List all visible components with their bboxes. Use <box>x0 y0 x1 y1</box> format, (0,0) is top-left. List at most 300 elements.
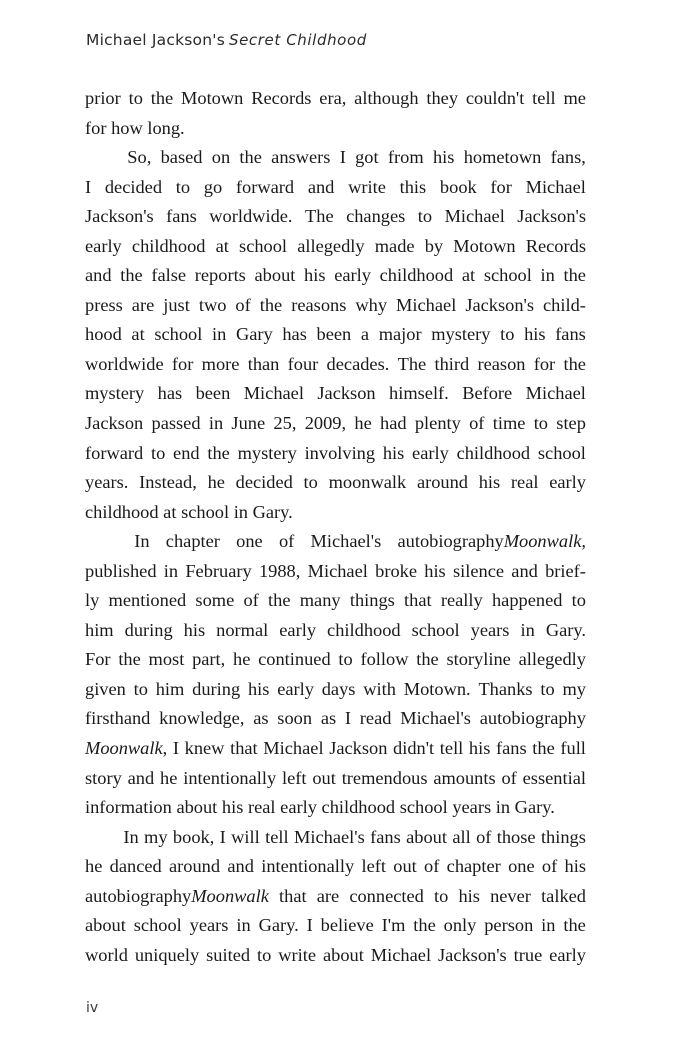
text-word: around <box>169 856 221 877</box>
text-word: I <box>339 147 346 168</box>
text-word: part, <box>192 649 226 670</box>
text-word: are <box>316 885 340 906</box>
text-word: given <box>85 678 126 699</box>
text-word: in <box>540 265 555 286</box>
text-word: in <box>495 797 511 818</box>
text-word: than <box>247 353 280 374</box>
text-word: around <box>416 472 469 493</box>
text-word: been <box>316 324 352 345</box>
text-word: couldn't <box>465 88 525 108</box>
text-word: soon <box>277 708 313 729</box>
text-word: by <box>424 235 444 256</box>
text-line <box>85 173 586 203</box>
text-word: Jackson's <box>465 294 535 315</box>
text-word: the <box>207 442 230 463</box>
text-word: mentioned <box>108 590 187 611</box>
text-line <box>85 557 586 587</box>
text-word: why <box>355 294 388 315</box>
text-word: Michael <box>525 176 586 197</box>
text-word: in <box>233 501 248 522</box>
text-word: decided <box>104 176 163 197</box>
text-word: Michael's <box>400 708 471 729</box>
text-word: danced <box>109 856 162 877</box>
text-word: on <box>211 147 231 168</box>
text-word: connected <box>349 885 424 906</box>
running-head-author: Michael Jackson's <box>86 31 225 49</box>
text-word: his <box>478 472 501 493</box>
text-word: amounts <box>433 767 496 788</box>
text-word: answers <box>271 147 331 168</box>
text-word: real <box>510 472 539 493</box>
text-word: early <box>334 265 371 286</box>
text-word: childhood <box>327 619 401 640</box>
text-word: silence <box>452 560 505 581</box>
text-word: has <box>157 383 183 404</box>
text-word: fans, <box>550 147 586 168</box>
text-word: my <box>144 826 168 847</box>
text-word: I <box>306 915 313 936</box>
text-word: early <box>279 619 317 640</box>
text-word: one <box>508 856 535 877</box>
text-word: things <box>349 590 395 611</box>
text-word: intentionally <box>183 767 277 788</box>
text-word: has <box>282 324 307 345</box>
text-word: in <box>163 560 179 581</box>
text-word: person <box>484 915 534 936</box>
text-word: I <box>344 708 352 729</box>
text-word: fans <box>166 206 197 227</box>
text-word: fans <box>370 826 401 847</box>
page-folio: iv <box>86 1000 99 1016</box>
text-word: at <box>461 265 476 286</box>
text-word: really <box>440 590 483 611</box>
text-word: for <box>533 353 556 374</box>
text-word: about <box>323 944 364 965</box>
text-word: allegedly <box>297 235 365 256</box>
text-word: and <box>85 265 112 286</box>
text-word: his <box>221 797 244 818</box>
text-word: June <box>231 413 266 434</box>
text-word: book <box>439 176 477 197</box>
text-word: in <box>236 915 251 936</box>
text-word: himself. <box>389 383 449 404</box>
text-word: and <box>227 856 254 877</box>
text-word: school <box>181 501 230 522</box>
text-word: about <box>254 265 296 286</box>
text-word: and <box>511 560 538 581</box>
text-word: Michael <box>370 944 432 965</box>
text-word: knew <box>184 738 225 759</box>
text-word: ly <box>85 590 100 611</box>
text-word: essential <box>522 767 586 788</box>
text-word: school <box>411 619 460 640</box>
text-word: Gary. <box>258 915 299 936</box>
text-word: intentionally <box>261 856 355 877</box>
text-word: book, <box>172 826 215 847</box>
text-word: those <box>496 826 536 847</box>
text-word: In <box>134 531 150 552</box>
text-word: in <box>541 915 556 936</box>
text-word: the <box>259 294 283 315</box>
text-word: he <box>160 767 178 788</box>
text-word: real <box>247 797 276 818</box>
text-word: to <box>417 206 433 227</box>
text-line <box>85 911 586 941</box>
text-word: to <box>133 678 148 699</box>
text-word: the <box>239 147 262 168</box>
text-word: his <box>524 324 546 345</box>
text-line <box>85 202 586 232</box>
text-word: to <box>500 324 515 345</box>
text-word: tell <box>532 88 556 108</box>
text-line <box>85 143 586 173</box>
text-word: about <box>406 826 447 847</box>
text-word: Michael <box>243 383 304 404</box>
text-word: For <box>85 649 111 670</box>
text-word: school <box>154 324 203 345</box>
text-word: time <box>492 413 526 434</box>
text-word: years. <box>85 472 129 493</box>
text-word: major <box>378 324 422 345</box>
text-word: his <box>468 738 491 759</box>
text-word: reasons <box>291 294 347 315</box>
text-word: most <box>148 649 185 670</box>
text-word: decided <box>235 472 293 493</box>
text-word: Gary <box>235 324 273 345</box>
text-word: reports <box>194 265 246 286</box>
text-word: things <box>540 826 586 847</box>
text-word: during <box>192 678 241 699</box>
text-word: third <box>434 353 470 374</box>
text-word: are <box>131 294 155 315</box>
text-word: tell <box>439 738 464 759</box>
text-word: the <box>413 915 436 936</box>
text-word: Instead, <box>139 472 197 493</box>
text-word: the <box>268 590 291 611</box>
text-word: true <box>513 944 543 965</box>
text-word: worldwide. <box>209 206 293 227</box>
text-word: involving <box>304 442 376 463</box>
text-word: firsthand <box>85 708 151 729</box>
running-head-title: Secret Childhood <box>228 31 367 49</box>
text-word: information <box>85 797 172 818</box>
text-line <box>85 675 586 705</box>
text-word: fans <box>555 324 586 345</box>
text-line <box>85 527 586 557</box>
text-word: they <box>426 88 459 108</box>
text-word: world <box>85 944 128 965</box>
body-text-block <box>85 84 586 970</box>
text-word: to <box>338 649 353 670</box>
text-word: been <box>195 383 231 404</box>
text-word: to <box>257 944 272 965</box>
text-word: the <box>416 649 439 670</box>
paragraph-indent <box>85 527 118 557</box>
text-word: to <box>434 885 449 906</box>
text-word: to <box>571 590 586 611</box>
text-word: I'm <box>381 915 406 936</box>
text-word: Michael <box>396 294 457 315</box>
text-word: his <box>183 619 206 640</box>
text-word: out <box>393 856 417 877</box>
text-word: of <box>243 590 259 611</box>
text-word: Motown <box>453 235 516 256</box>
text-word: him <box>85 619 114 640</box>
text-word: fans <box>496 738 527 759</box>
text-word: years <box>470 619 510 640</box>
text-line <box>85 84 586 114</box>
text-word: about <box>85 915 126 936</box>
text-word: me <box>563 88 586 108</box>
text-word: to <box>540 678 555 699</box>
text-word: era, <box>319 88 347 108</box>
text-word: reason <box>477 353 526 374</box>
text-word: of <box>469 413 485 434</box>
text-word: didn't <box>393 738 435 759</box>
text-word: Jackson's <box>85 206 154 227</box>
text-word: Michael <box>307 560 368 581</box>
text-word: read <box>359 708 392 729</box>
text-word: the <box>150 88 174 108</box>
text-word: to <box>533 413 548 434</box>
text-word: him <box>155 678 185 699</box>
text-word: that <box>230 738 258 759</box>
text-word: four <box>287 353 319 374</box>
text-word: he <box>85 856 103 877</box>
text-word: chapter <box>446 856 501 877</box>
text-word: his <box>304 265 326 286</box>
text-line <box>85 409 586 439</box>
text-line <box>85 704 586 734</box>
text-word: to <box>150 442 166 463</box>
text-word: Michael <box>525 383 586 404</box>
text-word: childhood <box>85 501 159 522</box>
text-word: The <box>305 206 334 227</box>
text-line <box>85 114 586 144</box>
text-word: Jackson <box>317 383 376 404</box>
text-line <box>85 852 586 882</box>
text-line <box>85 586 586 616</box>
text-word: early <box>549 472 586 493</box>
text-word: moonwalk <box>328 472 407 493</box>
text-word: for <box>85 117 107 138</box>
text-word: to <box>303 472 318 493</box>
text-line <box>85 291 586 321</box>
text-word: years <box>452 797 492 818</box>
text-word: made <box>374 235 415 256</box>
text-word: he <box>233 649 251 670</box>
text-word: just <box>163 294 190 315</box>
text-word: Motown <box>181 88 244 108</box>
text-word: Michael's <box>310 531 382 552</box>
text-word: broke <box>375 560 417 581</box>
text-word: tell <box>265 826 289 847</box>
text-word: at <box>131 324 145 345</box>
text-word: So, <box>127 147 152 168</box>
text-word: Motown. <box>403 678 471 699</box>
text-line <box>85 468 586 498</box>
text-word: childhood <box>321 797 396 818</box>
text-line <box>85 498 586 528</box>
text-word: hood <box>85 324 122 345</box>
text-line <box>85 232 586 262</box>
text-line <box>85 616 586 646</box>
text-word: of <box>541 856 558 877</box>
text-word: all <box>452 826 471 847</box>
text-word: chapter <box>165 531 220 552</box>
text-word: autobiographyMoonwalk, <box>397 531 586 552</box>
text-word: In <box>123 826 139 847</box>
text-line <box>85 645 586 675</box>
text-word: autobiography <box>479 708 586 729</box>
text-word: his <box>247 678 270 699</box>
text-word: childhood <box>379 265 454 286</box>
text-word: as <box>320 708 337 729</box>
text-word: many <box>299 590 341 611</box>
text-word: decades. <box>326 353 390 374</box>
text-word: long. <box>147 117 185 138</box>
text-word: press <box>85 294 123 315</box>
text-word: will <box>231 826 260 847</box>
text-word: of <box>424 856 440 877</box>
text-word: his <box>564 856 586 877</box>
text-word: story <box>85 767 122 788</box>
text-word: left <box>361 856 386 877</box>
text-word: I <box>172 738 179 759</box>
text-word: the <box>563 265 586 286</box>
text-word: Jackson <box>329 738 388 759</box>
text-word: his <box>424 560 446 581</box>
text-word: early <box>280 797 317 818</box>
text-word: had <box>380 413 407 434</box>
text-word: the <box>120 265 143 286</box>
text-word: Jackson's <box>438 944 507 965</box>
text-word: Records <box>525 235 586 256</box>
text-word: normal <box>216 619 269 640</box>
text-word: of <box>278 531 295 552</box>
text-word: early <box>412 442 449 463</box>
text-word: Jackson's <box>517 206 586 227</box>
text-word: forward <box>235 176 295 197</box>
text-word: and <box>307 176 335 197</box>
text-word: passed <box>151 413 201 434</box>
text-word: mystery <box>85 383 145 404</box>
text-word: school <box>483 265 532 286</box>
text-word: prior <box>85 88 121 108</box>
text-word: go <box>203 176 223 197</box>
text-word: hometown <box>463 147 542 168</box>
text-word: autobiographyMoonwalk <box>85 885 269 906</box>
text-line <box>85 350 586 380</box>
text-word: Jackson <box>85 413 144 434</box>
text-word: to <box>175 176 191 197</box>
text-word: childhood <box>456 442 531 463</box>
text-line <box>85 261 586 291</box>
text-word: follow <box>360 649 409 670</box>
text-word: forward <box>85 442 144 463</box>
text-word: for <box>171 353 194 374</box>
text-word: some <box>195 590 235 611</box>
text-word: storyline <box>446 649 511 670</box>
text-word: suited <box>206 944 251 965</box>
text-word: that <box>404 590 432 611</box>
text-word: in <box>208 413 224 434</box>
text-word: knowledge, <box>159 708 245 729</box>
text-word: child- <box>543 294 586 315</box>
text-word: at <box>163 501 177 522</box>
text-word: false <box>151 265 187 286</box>
text-word: during <box>124 619 173 640</box>
text-word: tremendous <box>341 767 428 788</box>
text-word: my <box>562 678 586 699</box>
text-word: mystery <box>237 442 297 463</box>
text-line <box>85 320 586 350</box>
text-word: plenty <box>414 413 461 434</box>
text-word: Gary. <box>545 619 586 640</box>
text-line <box>85 882 586 912</box>
text-word: his <box>382 442 405 463</box>
text-word: in <box>212 324 227 345</box>
text-line <box>85 379 586 409</box>
text-line <box>85 734 586 764</box>
text-word: changes <box>346 206 406 227</box>
text-word: Thanks <box>478 678 533 699</box>
text-word: write <box>348 176 386 197</box>
text-word: talked <box>541 885 586 906</box>
running-head <box>86 31 586 49</box>
text-word: 2009, <box>304 413 347 434</box>
text-line <box>85 439 586 469</box>
text-word: worldwide <box>85 353 164 374</box>
text-word: published <box>85 560 157 581</box>
text-word: school <box>133 915 182 936</box>
text-word: this <box>399 176 427 197</box>
text-word: out <box>312 767 336 788</box>
text-word: never <box>490 885 531 906</box>
text-word: early <box>85 235 122 256</box>
text-word: a <box>360 324 370 345</box>
text-word: childhood <box>131 235 206 256</box>
text-word: the <box>563 915 586 936</box>
text-word: he <box>207 472 225 493</box>
text-word: only <box>443 915 477 936</box>
text-line <box>85 823 586 853</box>
text-word: Before <box>462 383 513 404</box>
text-word: brief- <box>545 560 586 581</box>
paragraph-indent <box>85 823 118 853</box>
text-word: early <box>549 944 586 965</box>
text-word: with <box>363 678 396 699</box>
text-word: full <box>560 738 586 759</box>
text-word: of <box>476 826 492 847</box>
text-word: how <box>111 117 143 138</box>
text-word: as <box>253 708 269 729</box>
text-word: believe <box>320 915 374 936</box>
text-word: Michael <box>263 738 324 759</box>
text-word: I <box>85 176 92 197</box>
text-word: although <box>354 88 419 108</box>
text-word: mystery <box>431 324 491 345</box>
text-word: school <box>239 235 288 256</box>
text-word: early <box>277 678 314 699</box>
text-word: of <box>501 767 517 788</box>
text-word: he <box>354 413 372 434</box>
text-word: two <box>198 294 227 315</box>
text-line <box>85 941 586 971</box>
text-word: 1988, <box>258 560 301 581</box>
text-word: that <box>279 885 307 906</box>
text-word: days <box>321 678 356 699</box>
